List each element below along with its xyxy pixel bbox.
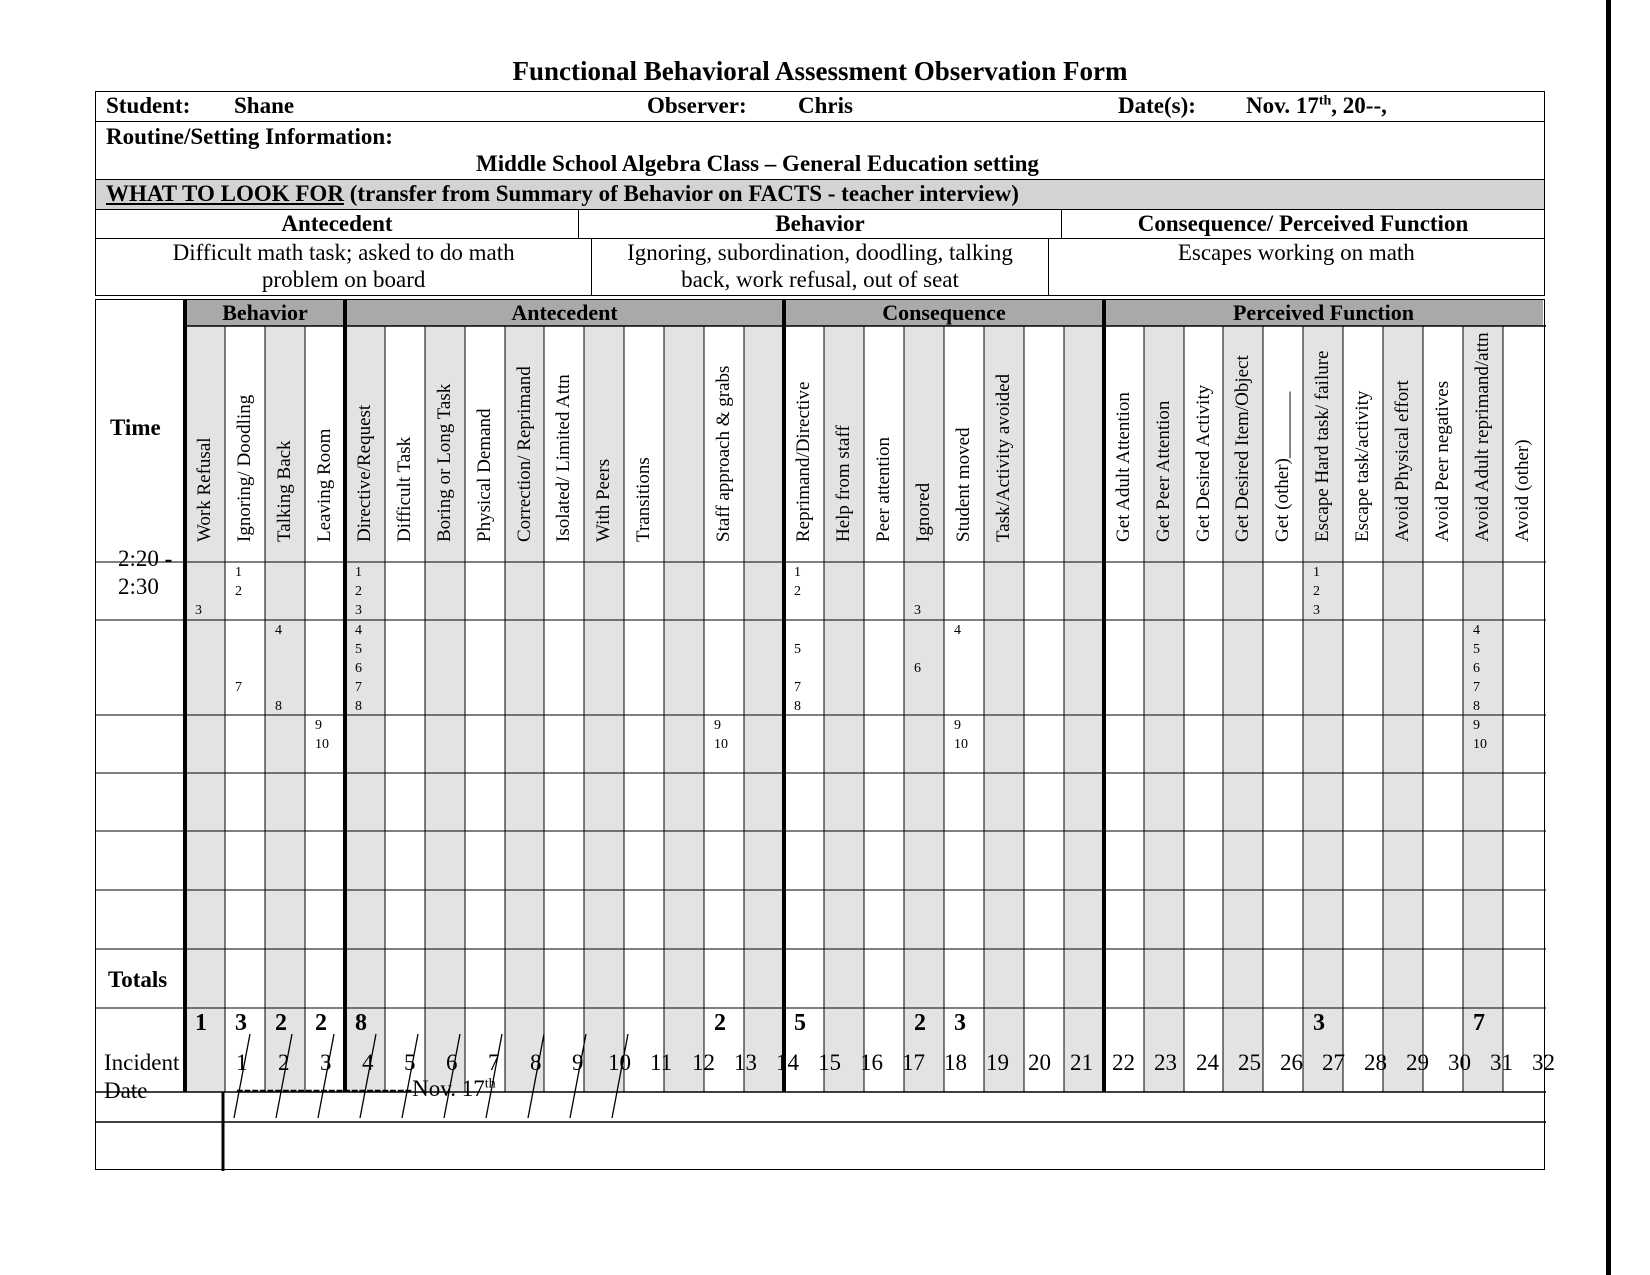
summary-header-behavior: Behavior bbox=[578, 210, 1061, 238]
incident-entry: 6 bbox=[914, 661, 921, 676]
incident-entry: 4 5 6 7 8 bbox=[1473, 623, 1480, 714]
column-header: Student moved bbox=[953, 427, 974, 542]
column-header: Escape task/activity bbox=[1352, 390, 1373, 542]
incident-entry: 1 2 bbox=[235, 565, 242, 599]
incident-number: 22 bbox=[1112, 1050, 1135, 1075]
incident-number: 4 bbox=[362, 1050, 374, 1075]
look-for-heading: WHAT TO LOOK FOR (transfer from Summary of Behavior on FACTS - teacher interview) bbox=[106, 181, 1019, 206]
column-total: 2 bbox=[714, 1010, 726, 1036]
incident-number: 8 bbox=[530, 1050, 542, 1075]
incident-number: 6 bbox=[446, 1050, 458, 1075]
dates-value: Nov. 17th, 20--, bbox=[1246, 93, 1387, 118]
column-header: Correction/ Reprimand bbox=[514, 366, 535, 542]
column-header: Peer attention bbox=[873, 437, 894, 542]
incident-number: 31 bbox=[1490, 1050, 1513, 1075]
column-header: Get Desired Activity bbox=[1193, 384, 1214, 542]
incident-number: 21 bbox=[1070, 1050, 1093, 1075]
column-header: Get (other)_______ bbox=[1272, 391, 1293, 542]
column-header: Difficult Task bbox=[394, 436, 415, 542]
incident-number: 19 bbox=[986, 1050, 1009, 1075]
column-total: 2 bbox=[315, 1010, 327, 1036]
summary-consequence: Escapes working on math bbox=[1048, 239, 1544, 295]
column-header: Staff approach & grabs bbox=[713, 365, 734, 542]
summary-headers-row bbox=[96, 210, 1544, 239]
incident-entry: 7 bbox=[235, 680, 242, 695]
incident-entry: 9 10 bbox=[954, 718, 968, 752]
observer-value: Chris bbox=[798, 93, 853, 118]
incident-number: 32 bbox=[1532, 1050, 1555, 1075]
incident-number: 10 bbox=[608, 1050, 631, 1075]
incident-entry: 1 2 3 bbox=[355, 565, 362, 618]
column-total: 3 bbox=[954, 1010, 966, 1036]
incident-entry: 4 bbox=[954, 623, 961, 638]
column-header: Talking Back bbox=[274, 440, 295, 542]
incident-number: 17 bbox=[902, 1050, 925, 1075]
incident-number: 20 bbox=[1028, 1050, 1051, 1075]
incident-number: 2 bbox=[278, 1050, 290, 1075]
routine-value: Middle School Algebra Class – General Education setting bbox=[476, 151, 1039, 176]
column-header: Physical Demand bbox=[474, 408, 495, 542]
group-label-behavior: Behavior bbox=[222, 300, 308, 325]
incident-number: 24 bbox=[1196, 1050, 1219, 1075]
incident-number: 7 bbox=[488, 1050, 500, 1075]
routine-label: Routine/Setting Information: bbox=[106, 124, 393, 149]
incident-number: 16 bbox=[860, 1050, 883, 1075]
column-total: 3 bbox=[1313, 1010, 1325, 1036]
routine-row bbox=[96, 122, 1544, 180]
incident-entry: 9 10 bbox=[1473, 718, 1487, 752]
column-header: Ignored bbox=[913, 482, 934, 542]
page-edge-line bbox=[1606, 0, 1611, 1275]
time-value: 2:20 - 2:30 bbox=[118, 546, 173, 599]
student-value: Shane bbox=[234, 93, 295, 118]
column-total: 2 bbox=[914, 1010, 926, 1036]
column-header: Avoid Physical effort bbox=[1392, 380, 1413, 542]
summary-antecedent: Difficult math task; asked to do math problem on board bbox=[172, 240, 515, 292]
incident-number: 23 bbox=[1154, 1050, 1177, 1075]
incident-number: 30 bbox=[1448, 1050, 1471, 1075]
column-header: Avoid Adult reprimand/attn bbox=[1472, 332, 1493, 542]
observer-label: Observer: bbox=[647, 93, 747, 118]
incident-number: 27 bbox=[1322, 1050, 1345, 1075]
form-header bbox=[95, 91, 1545, 296]
column-header: Avoid (other) bbox=[1512, 439, 1533, 542]
incident-entry: 4 8 bbox=[275, 623, 282, 714]
column-header: Get Peer Attention bbox=[1153, 400, 1174, 542]
column-header: Help from staff bbox=[833, 425, 854, 542]
incident-entry: 4 5 6 7 8 bbox=[355, 623, 362, 714]
shaded-column bbox=[1064, 326, 1104, 1092]
column-total: 8 bbox=[355, 1010, 367, 1036]
incident-number: 11 bbox=[650, 1050, 673, 1075]
shaded-column bbox=[664, 326, 704, 1092]
summary-values-row bbox=[96, 239, 1544, 295]
incident-number: 18 bbox=[944, 1050, 967, 1075]
incident-entry: 3 bbox=[195, 603, 202, 618]
date-label: Date bbox=[104, 1078, 148, 1103]
incident-number: 9 bbox=[572, 1050, 584, 1075]
column-header: Escape Hard task/ failure bbox=[1312, 350, 1333, 542]
observation-grid bbox=[95, 299, 1555, 1170]
date-value: -----------------------Nov. 17th bbox=[236, 1076, 496, 1101]
group-label-consequence: Consequence bbox=[882, 300, 1006, 325]
column-total: 5 bbox=[794, 1010, 806, 1036]
column-total: 3 bbox=[235, 1010, 247, 1036]
shaded-column bbox=[904, 326, 944, 1092]
column-header: Reprimand/Directive bbox=[793, 381, 814, 542]
form-title: Functional Behavioral Assessment Observation Form bbox=[512, 56, 1128, 86]
incident-number: 13 bbox=[734, 1050, 757, 1075]
incident-number: 15 bbox=[818, 1050, 841, 1075]
column-header: Task/Activity avoided bbox=[993, 373, 1014, 542]
summary-header-antecedent: Antecedent bbox=[281, 211, 393, 236]
shaded-column bbox=[744, 326, 784, 1092]
incident-entry: 9 10 bbox=[714, 718, 728, 752]
totals-label: Totals bbox=[108, 967, 168, 992]
incident-label: Incident bbox=[104, 1050, 180, 1075]
group-label-antecedent: Antecedent bbox=[511, 300, 618, 325]
incident-entry: 5 7 8 bbox=[794, 642, 801, 714]
summary-behavior: Ignoring, subordination, doodling, talking back, work refusal, out of seat bbox=[591, 239, 1047, 295]
column-header: Directive/Request bbox=[354, 404, 375, 542]
incident-entry: 9 10 bbox=[315, 718, 329, 752]
time-header: Time bbox=[110, 415, 161, 440]
student-label: Student: bbox=[106, 93, 191, 118]
column-total: 2 bbox=[275, 1010, 287, 1036]
column-header: Get Adult Attention bbox=[1113, 392, 1134, 542]
look-for-row bbox=[96, 180, 1544, 210]
column-total: 7 bbox=[1473, 1010, 1485, 1036]
incident-number: 26 bbox=[1280, 1050, 1303, 1075]
incident-entry: 3 bbox=[914, 603, 921, 618]
shaded-column bbox=[584, 326, 624, 1092]
info-row bbox=[96, 92, 1544, 122]
incident-number: 5 bbox=[404, 1050, 416, 1075]
column-header: Transitions bbox=[633, 457, 654, 542]
column-header: Ignoring/ Doodling bbox=[234, 394, 255, 542]
column-header: Isolated/ Limited Attn bbox=[553, 374, 574, 542]
incident-number: 3 bbox=[320, 1050, 332, 1075]
column-header: Boring or Long Task bbox=[434, 383, 455, 542]
incident-number: 1 bbox=[236, 1050, 248, 1075]
column-header: Get Desired Item/Object bbox=[1232, 355, 1253, 542]
column-header: Leaving Room bbox=[314, 428, 335, 542]
incident-entry: 1 2 bbox=[794, 565, 801, 599]
incident-number: 12 bbox=[692, 1050, 715, 1075]
incident-number: 29 bbox=[1406, 1050, 1429, 1075]
column-header: Avoid Peer negatives bbox=[1432, 380, 1453, 542]
incident-number: 14 bbox=[776, 1050, 799, 1075]
group-label-perceived-function: Perceived Function bbox=[1232, 300, 1415, 325]
incident-number: 25 bbox=[1238, 1050, 1261, 1075]
incident-number: 28 bbox=[1364, 1050, 1387, 1075]
incident-entry: 1 2 3 bbox=[1313, 565, 1320, 618]
column-header: With Peers bbox=[593, 458, 614, 542]
column-total: 1 bbox=[195, 1010, 207, 1036]
dates-label: Date(s): bbox=[1118, 93, 1196, 118]
column-header: Work Refusal bbox=[194, 437, 215, 542]
summary-header-consequence: Consequence/ Perceived Function bbox=[1061, 210, 1544, 238]
